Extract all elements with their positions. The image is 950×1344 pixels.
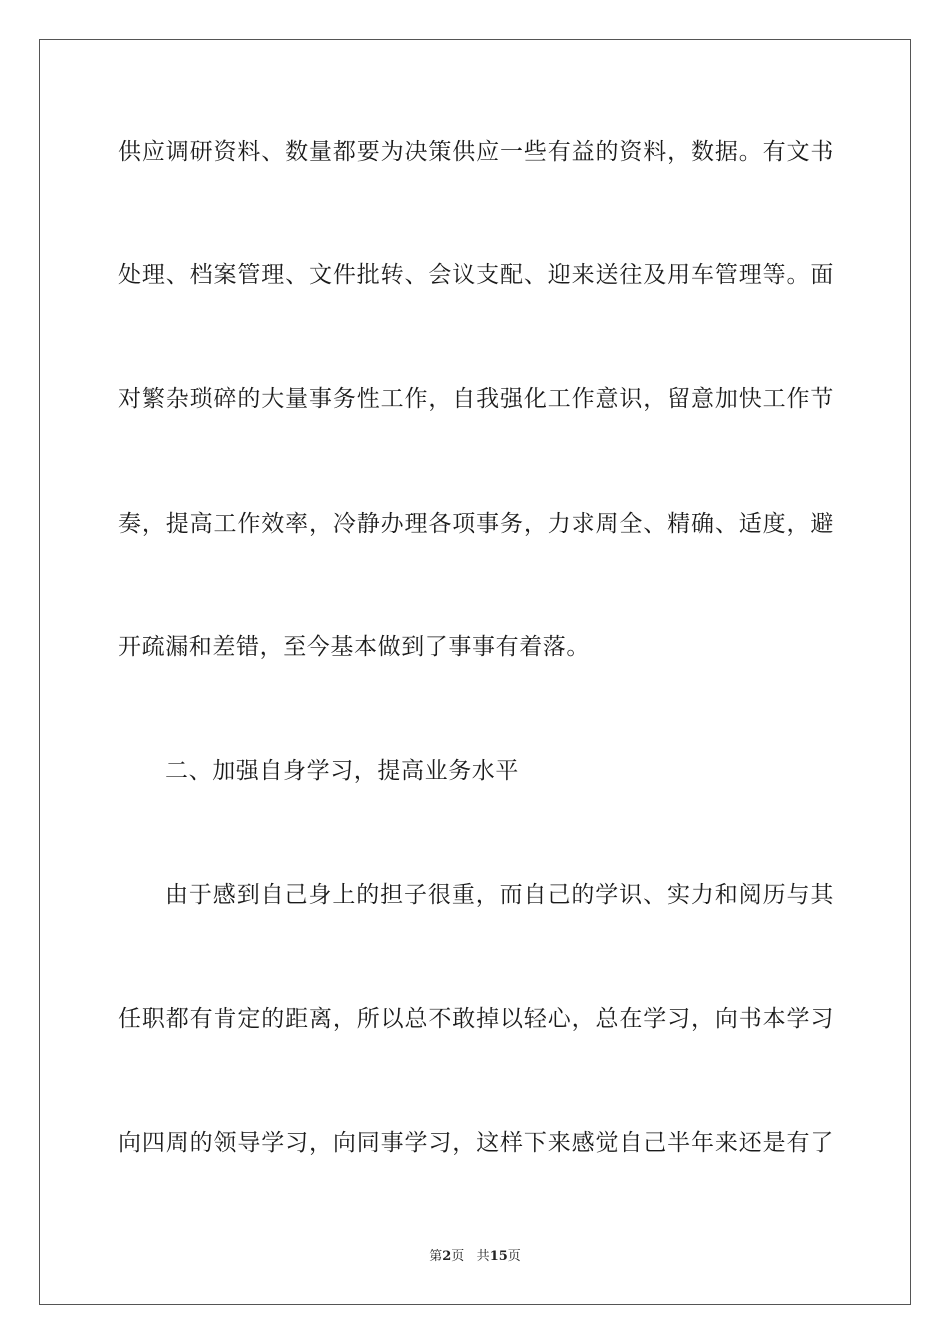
footer-total-pages: 15 <box>489 1249 508 1264</box>
footer-total-prefix: 共 <box>476 1249 490 1264</box>
page-footer <box>0 1248 950 1266</box>
footer-page-suffix: 页 <box>451 1249 465 1264</box>
body-line-8: 向四周的领导学习，向同事学习，这样下来感觉自己半年来还是有了 <box>118 1130 834 1156</box>
footer-page-number: 2 <box>442 1249 452 1264</box>
body-line-7: 任职都有肯定的距离，所以总不敢掉以轻心，总在学习，向书本学习 <box>118 1006 834 1032</box>
footer-prefix: 第 <box>429 1249 443 1264</box>
footer-total-suffix: 页 <box>507 1249 521 1264</box>
section-heading: 二、加强自身学习，提高业务水平 <box>165 758 519 784</box>
body-line-1: 供应调研资料、数量都要为决策供应一些有益的资料，数据。有文书 <box>118 139 834 165</box>
body-line-4: 奏，提高工作效率，冷静办理各项事务，力求周全、精确、适度，避 <box>118 511 834 537</box>
body-line-2: 处理、档案管理、文件批转、会议支配、迎来送往及用车管理等。面 <box>118 262 834 288</box>
page-border <box>39 39 911 1305</box>
body-line-5: 开疏漏和差错，至今基本做到了事事有着落。 <box>118 634 590 660</box>
body-line-3: 对繁杂琐碎的大量事务性工作，自我强化工作意识，留意加快工作节 <box>118 386 834 412</box>
body-line-6: 由于感到自己身上的担子很重，而自己的学识、实力和阅历与其 <box>165 882 834 908</box>
